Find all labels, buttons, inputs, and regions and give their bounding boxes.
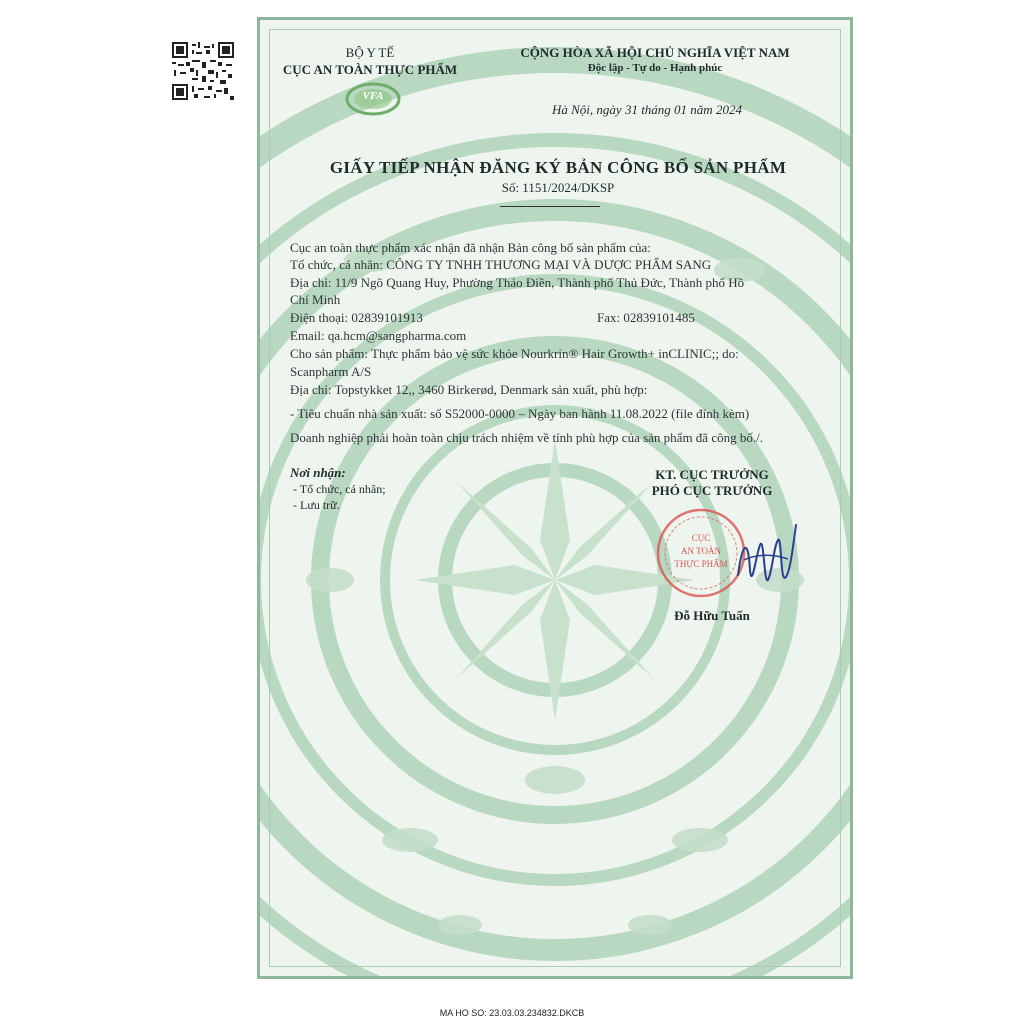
body-line-9: Địa chỉ: Topstykket 12,, 3460 Birkerød, Denmark sản xuất, phù hợp: — [290, 382, 648, 397]
recipient-item: - Lưu trữ. — [293, 498, 340, 512]
document-title: GIẤY TIẾP NHẬN ĐĂNG KÝ BẢN CÔNG BỐ SẢN PHẨM — [329, 158, 787, 177]
vfa-logo-text: VFA — [362, 90, 384, 102]
handwritten-signature-icon — [730, 515, 800, 610]
body-line-2: Tổ chức, cá nhân: CÔNG TY TNHH THƯƠNG MẠI VÀ DƯỢC PHẨM SANG — [290, 257, 712, 272]
national-motto: Độc lập - Tự do - Hạnh phúc — [587, 62, 723, 74]
seal-text-3: THỰC PHẨM — [674, 559, 728, 569]
body-line-10: - Tiêu chuẩn nhà sản xuất: số S52000-0000 – Ngày ban hành 11.08.2022 (file đính kèm) — [290, 406, 750, 421]
qr-code-icon — [172, 42, 234, 100]
place-and-date: Hà Nội, ngày 31 tháng 01 năm 2024 — [552, 102, 742, 117]
ministry-name: BỘ Y TẾ — [345, 45, 395, 60]
body-line-8: Scanpharm A/S — [290, 364, 372, 379]
department-name: CỤC AN TOÀN THỰC PHẨM — [282, 62, 458, 77]
body-line-7: Cho sản phẩm: Thực phẩm bảo vệ sức khỏe Nourkrin® Hair Growth+ inCLINIC;; do: — [290, 346, 739, 361]
recipient-item: - Tổ chức, cá nhân; — [293, 482, 386, 496]
signatory-role-2: PHÓ CỤC TRƯỞNG — [651, 483, 773, 498]
signatory-role-1: KT. CỤC TRƯỞNG — [655, 467, 769, 482]
document-number: Số: 1151/2024/DKSP — [501, 180, 615, 195]
body-phone: Điện thoại: 02839101913 — [290, 310, 423, 325]
body-line-11: Doanh nghiệp phải hoàn toàn chịu trách nhiệm về tính phù hợp của sản phẩm đã công bố./. — [290, 430, 763, 445]
body-line-4: Chí Minh — [290, 292, 341, 307]
body-fax: Fax: 02839101485 — [597, 310, 695, 325]
title-divider — [500, 206, 600, 207]
body-email: Email: qa.hcm@sangpharma.com — [290, 328, 467, 343]
signatory-name: Đỗ Hữu Tuấn — [674, 608, 750, 623]
seal-text-1: CỤC — [691, 533, 711, 543]
certificate — [257, 17, 853, 979]
body-line-3: Địa chỉ: 11/9 Ngô Quang Huy, Phường Thảo Điền, Thành phố Thủ Đức, Thành phố Hồ — [290, 275, 745, 290]
country-name: CỘNG HÒA XÃ HỘI CHỦ NGHĨA VIỆT NAM — [520, 45, 790, 60]
seal-text-2: AN TOÀN — [681, 546, 721, 556]
recipients-heading: Nơi nhận: — [290, 465, 346, 480]
body-line-1: Cục an toàn thực phẩm xác nhận đã nhận Bản công bố sản phẩm của: — [290, 240, 651, 255]
dossier-code: MA HO SO: 23.03.03.234832.DKCB — [439, 1008, 585, 1018]
